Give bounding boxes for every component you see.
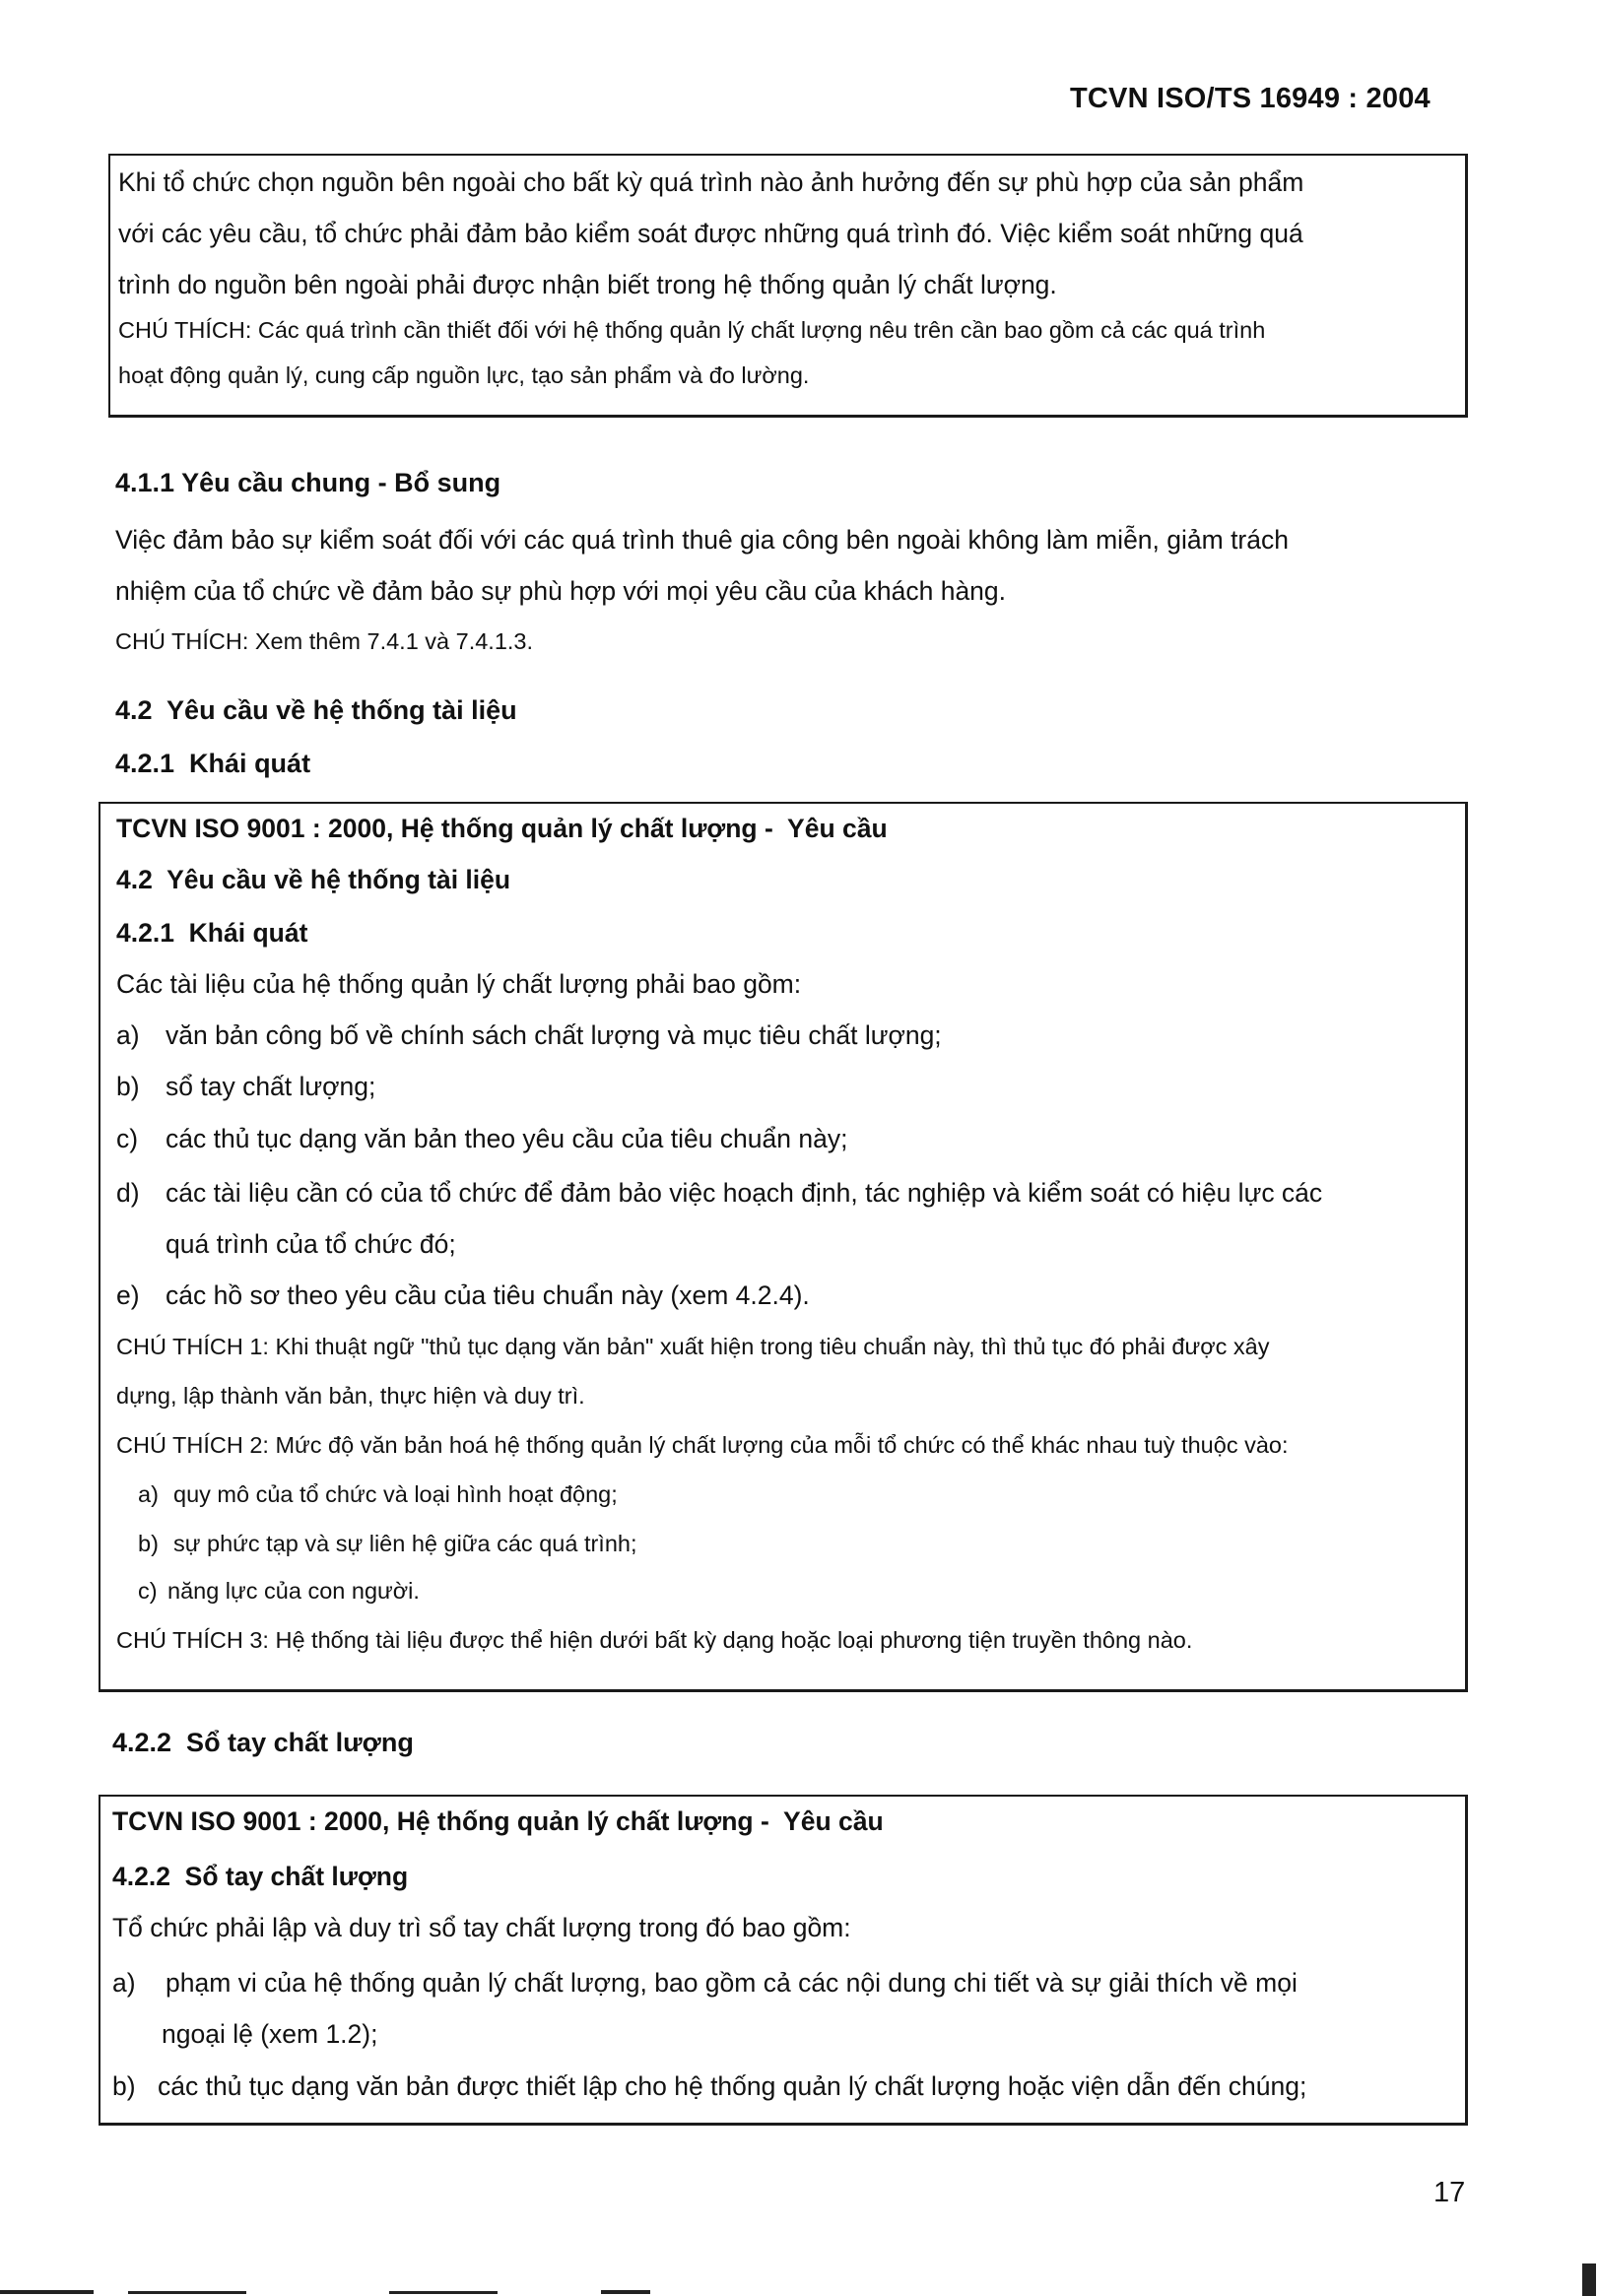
list-item-text: sổ tay chất lượng; [166,1072,376,1101]
paragraph-line: trình do nguồn bên ngoài phải được nhận biết trong hệ thống quản lý chất lượng. [118,270,1057,299]
iso-9001-excerpt-box-4-2-2 [99,1795,1468,2126]
section-heading-4-2-2: 4.2.2 Sổ tay chất lượng [112,1728,414,1757]
list-item-text: các hồ sơ theo yêu cầu của tiêu chuẩn này (xem 4.2.4). [166,1280,810,1310]
scan-artifact [601,2290,650,2294]
note-line: hoạt động quản lý, cung cấp nguồn lực, tạo sản phẩm và đo lường. [118,362,810,388]
list-item-label: b) [112,2071,136,2101]
list-item-label: e) [116,1280,140,1310]
box-intro: Các tài liệu của hệ thống quản lý chất lượng phải bao gồm: [116,969,802,999]
sub-list-item-text: sự phức tạp và sự liên hệ giữa các quá trình; [173,1531,637,1556]
page-number: 17 [1433,2177,1466,2208]
section-heading-4-2-1: 4.2.1 Khái quát [115,749,311,778]
list-item-label: c) [116,1124,139,1153]
scan-artifact [128,2291,246,2294]
box-title: TCVN ISO 9001 : 2000, Hệ thống quản lý chất lượng - Yêu cầu [116,814,888,843]
list-item-continuation: ngoại lệ (xem 1.2); [162,2019,378,2049]
box-subheading: 4.2.1 Khái quát [116,918,308,948]
outsourcing-requirement-box [108,154,1468,418]
note-line: CHÚ THÍCH: Các quá trình cần thiết đối với hệ thống quản lý chất lượng nêu trên cần bao gồm cả các quá trình [118,317,1266,343]
sub-list-item-label: a) [138,1481,159,1507]
sub-list-item-label: b) [138,1531,159,1556]
note-line: CHÚ THÍCH 1: Khi thuật ngữ "thủ tục dạng văn bản" xuất hiện trong tiêu chuẩn này, thì thủ tục đó phải được xây [116,1334,1270,1359]
note-line: CHÚ THÍCH 3: Hệ thống tài liệu được thể hiện dưới bất kỳ dạng hoặc loại phương tiện truyền thông nào. [116,1627,1193,1653]
box-heading: 4.2 Yêu cầu về hệ thống tài liệu [116,865,511,894]
scan-artifact [389,2291,498,2294]
box-heading: 4.2.2 Sổ tay chất lượng [112,1862,409,1891]
section-heading-4-2: 4.2 Yêu cầu về hệ thống tài liệu [115,695,517,725]
paragraph-line: với các yêu cầu, tổ chức phải đảm bảo kiểm soát được những quá trình đó. Việc kiểm soát những quá [118,219,1303,248]
box-intro: Tổ chức phải lập và duy trì sổ tay chất lượng trong đó bao gồm: [112,1913,851,1942]
list-item-label: a) [116,1020,140,1050]
paragraph-line: Khi tổ chức chọn nguồn bên ngoài cho bất kỳ quá trình nào ảnh hưởng đến sự phù hợp của sản phẩm [118,167,1304,197]
list-item-text: các thủ tục dạng văn bản theo yêu cầu của tiêu chuẩn này; [166,1124,848,1153]
sub-list-item-text: quy mô của tổ chức và loại hình hoạt động; [173,1481,618,1507]
iso-9001-excerpt-box-4-2-1 [99,802,1468,1692]
paragraph-line: Việc đảm bảo sự kiểm soát đối với các quá trình thuê gia công bên ngoài không làm miễn, giảm trách [115,525,1289,555]
list-item-label: d) [116,1178,140,1208]
list-item-label: b) [116,1072,140,1101]
sub-list-item-text: năng lực của con người. [167,1578,420,1604]
list-item-text: các thủ tục dạng văn bản được thiết lập cho hệ thống quản lý chất lượng hoặc viện dẫn đến chúng; [158,2071,1307,2101]
list-item-text: phạm vi của hệ thống quản lý chất lượng, bao gồm cả các nội dung chi tiết và sự giải thích về mọi [166,1968,1298,1998]
note-line: CHÚ THÍCH: Xem thêm 7.4.1 và 7.4.1.3. [115,628,534,654]
list-item-label: a) [112,1968,136,1998]
list-item-text: văn bản công bố về chính sách chất lượng và mục tiêu chất lượng; [166,1020,942,1050]
scan-artifact [0,2290,94,2294]
sub-list-item-label: c) [138,1578,158,1604]
list-item-continuation: quá trình của tổ chức đó; [166,1229,456,1259]
note-line: CHÚ THÍCH 2: Mức độ văn bản hoá hệ thống quản lý chất lượng của mỗi tổ chức có thể khác nhau tuỳ thuộc vào: [116,1432,1289,1458]
list-item-text: các tài liệu cần có của tổ chức để đảm bảo việc hoạch định, tác nghiệp và kiểm soát có hiệu lực các [166,1178,1323,1208]
note-line: dựng, lập thành văn bản, thực hiện và duy trì. [116,1383,585,1409]
box-title: TCVN ISO 9001 : 2000, Hệ thống quản lý chất lượng - Yêu cầu [112,1806,884,1836]
paragraph-line: nhiệm của tổ chức về đảm bảo sự phù hợp với mọi yêu cầu của khách hàng. [115,576,1007,606]
section-heading-4-1-1: 4.1.1 Yêu cầu chung - Bổ sung [115,468,501,497]
document-header-title: TCVN ISO/TS 16949 : 2004 [1070,83,1431,114]
scan-artifact [1582,2263,1596,2296]
